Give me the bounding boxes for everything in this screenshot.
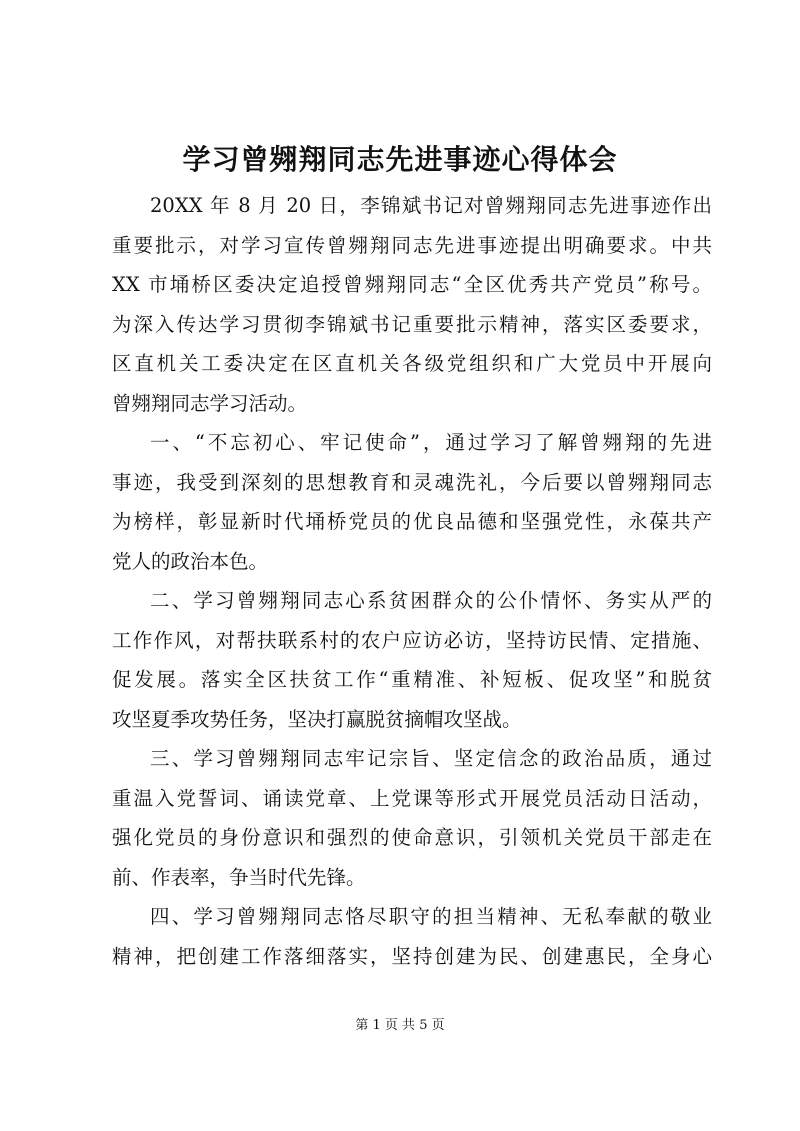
paragraph-line: 曾翙翔同志学习活动。 <box>112 391 308 415</box>
document-body <box>112 186 712 976</box>
paragraph-line: 强化党员的身份意识和强烈的使命意识，引领机关党员干部走在 <box>112 826 712 849</box>
paragraph-line: 前、作表率，争当时代先锋。 <box>112 865 366 889</box>
paragraph-line: 精神，把创建工作落细落实，坚持创建为民、创建惠民，全身心 <box>112 944 712 968</box>
document-title: 学习曾翙翔同志先进事迹心得体会 <box>182 143 618 176</box>
paragraph-line: 一、“不忘初心、牢记使命”，通过学习了解曾翙翔的先进 <box>150 431 712 454</box>
paragraph-line: 攻坚夏季攻势任务，坚决打赢脱贫摘帽攻坚战。 <box>112 707 522 731</box>
paragraph-line: 工作作风，对帮扶联系村的农户应访必访，坚持访民情、定措施、 <box>112 628 712 652</box>
paragraph-line: 区直机关工委决定在区直机关各级党组织和广大党员中开展向 <box>112 352 712 375</box>
paragraph-line: 二、学习曾翙翔同志心系贫困群众的公仆情怀、务实从严的 <box>150 589 712 612</box>
paragraph-line: 四、学习曾翙翔同志恪尽职守的担当精神、无私奉献的敬业 <box>150 905 712 928</box>
paragraph-line: 三、学习曾翙翔同志牢记宗旨、坚定信念的政治品质，通过 <box>150 747 712 770</box>
paragraph-line: 20XX 年 8 月 20 日，李锦斌书记对曾翙翔同志先进事迹作出 <box>150 194 712 217</box>
paragraph-line: 为榜样，彰显新时代埇桥党员的优良品德和坚强党性，永葆共产 <box>112 510 712 533</box>
paragraph-line: XX 市埇桥区委决定追授曾翙翔同志“全区优秀共产党员”称号。 <box>112 273 712 296</box>
paragraph-line: 为深入传达学习贯彻李锦斌书记重要批示精神，落实区委要求， <box>112 312 712 336</box>
paragraph-line: 党人的政治本色。 <box>112 549 269 573</box>
paragraph-line: 重要批示，对学习宣传曾翙翔同志先进事迹提出明确要求。中共 <box>112 233 712 257</box>
paragraph-line: 事迹，我受到深刻的思想教育和灵魂洗礼，今后要以曾翙翔同志 <box>112 470 712 494</box>
paragraph-line: 促发展。落实全区扶贫工作“重精准、补短板、促攻坚”和脱贫 <box>112 668 712 691</box>
paragraph-line: 重温入党誓词、诵读党章、上党课等形式开展党员活动日活动， <box>112 786 712 810</box>
page-footer: 第 1 页 共 5 页 <box>355 1018 445 1033</box>
